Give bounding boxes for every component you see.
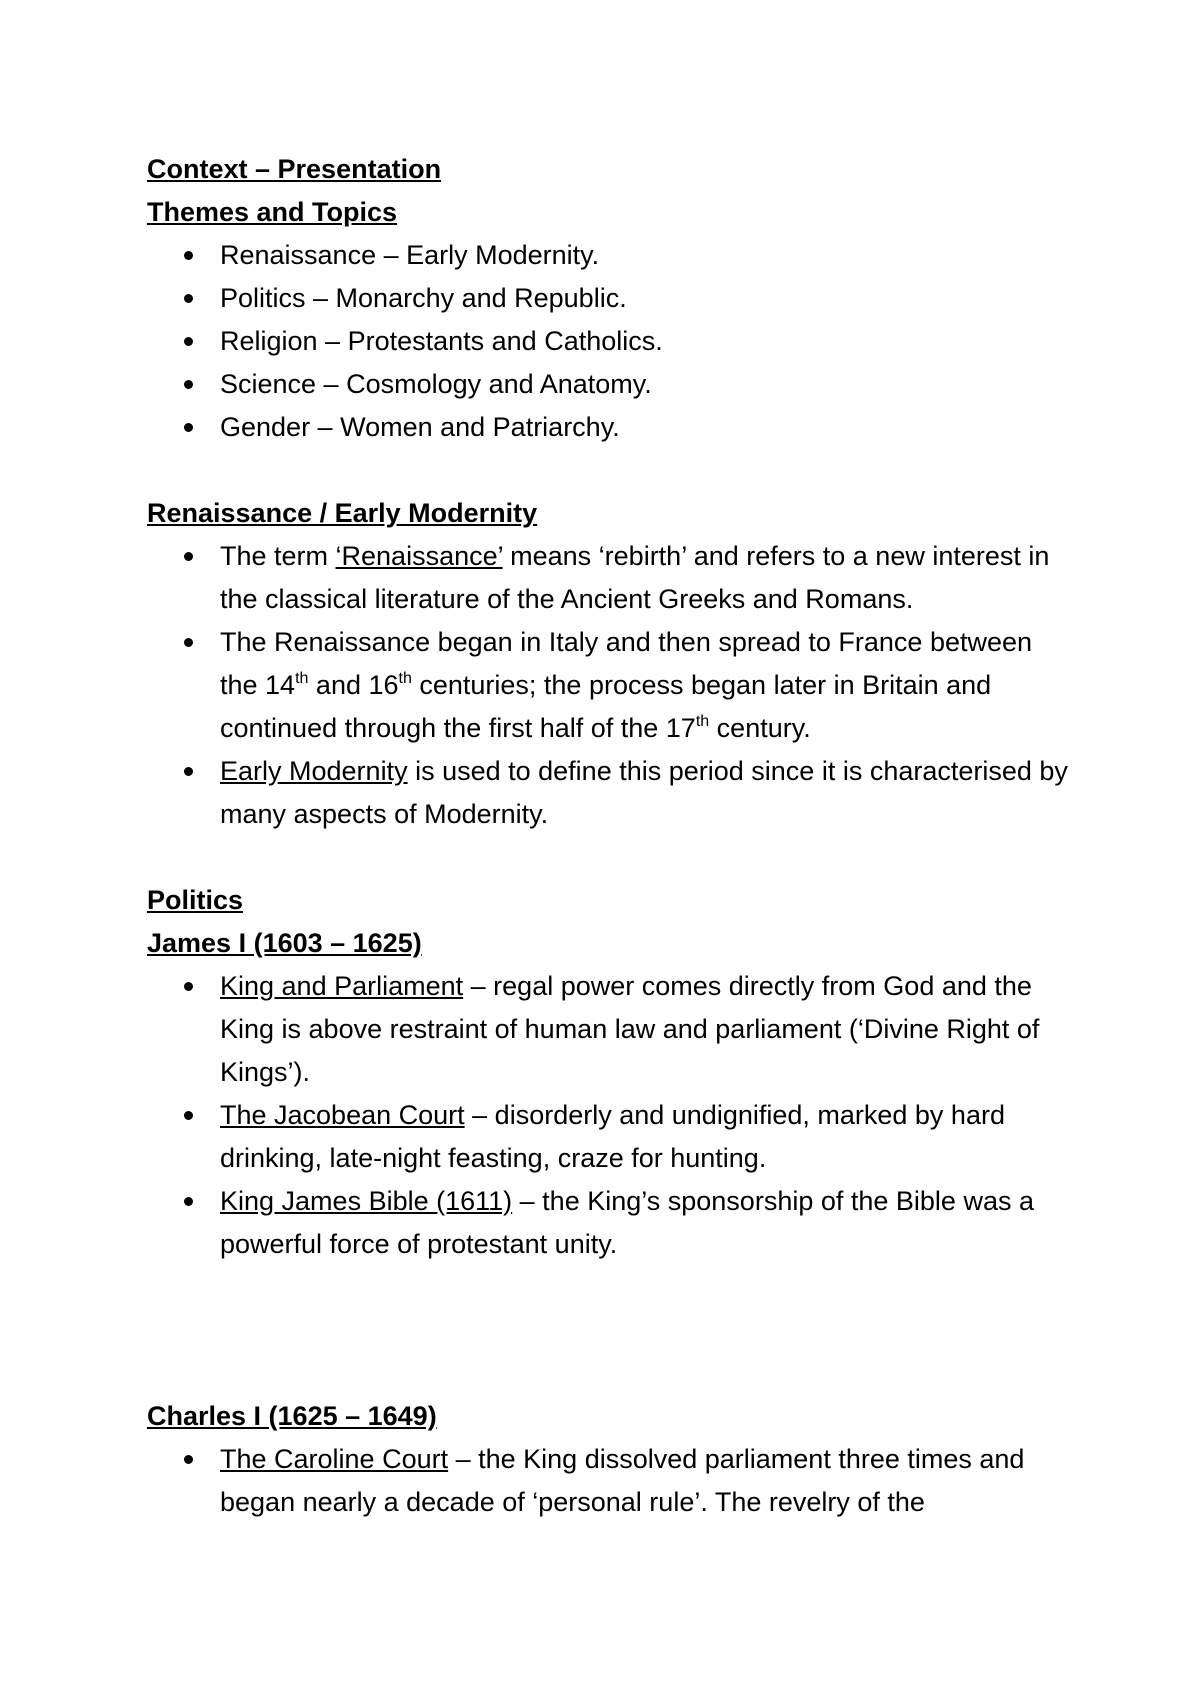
- bullet-icon: [184, 251, 193, 260]
- bullet-icon: [184, 767, 193, 776]
- list-item: The Renaissance began in Italy and then spread to France between the 14th and 16th centuries; the process began later in Britain and continued through the first half of the 17th century.: [147, 621, 1077, 750]
- list-item: Politics – Monarchy and Republic.: [147, 277, 1077, 320]
- bullet-icon: [184, 1197, 193, 1206]
- renaissance-list: [147, 535, 1077, 836]
- spacer: [147, 449, 1077, 492]
- bullet-icon: [184, 294, 193, 303]
- list-item: Gender – Women and Patriarchy.: [147, 406, 1077, 449]
- document-title: Context – Presentation: [147, 154, 442, 184]
- list-item: Renaissance – Early Modernity.: [147, 234, 1077, 277]
- list-item: The Caroline Court – the King dissolved parliament three times and began nearly a decade of ‘personal rule’. The revelry of the: [147, 1438, 1077, 1524]
- charles-list: [147, 1438, 1077, 1524]
- themes-list: [147, 234, 1077, 449]
- bullet-icon: [184, 1111, 193, 1120]
- list-item: Science – Cosmology and Anatomy.: [147, 363, 1077, 406]
- james-list: [147, 965, 1077, 1266]
- bullet-icon: [184, 638, 193, 647]
- document-content: [147, 148, 1077, 1524]
- spacer: [147, 836, 1077, 879]
- list-item: King James Bible (1611) – the King’s sponsorship of the Bible was a powerful force of protestant unity.: [147, 1180, 1077, 1266]
- list-item: King and Parliament – regal power comes directly from God and the King is above restraint of human law and parliament (‘Divine Right of Kings’).: [147, 965, 1077, 1094]
- list-item: The Jacobean Court – disorderly and undignified, marked by hard drinking, late-night feasting, craze for hunting.: [147, 1094, 1077, 1180]
- bullet-icon: [184, 423, 193, 432]
- bullet-icon: [184, 982, 193, 991]
- renaissance-heading: Renaissance / Early Modernity: [147, 498, 538, 528]
- list-item: Early Modernity is used to define this period since it is characterised by many aspects of Modernity.: [147, 750, 1077, 836]
- politics-heading: Politics: [147, 885, 244, 915]
- list-item: The term ‘Renaissance’ means ‘rebirth’ and refers to a new interest in the classical literature of the Ancient Greeks and Romans.: [147, 535, 1077, 621]
- spacer: [147, 1266, 1077, 1395]
- themes-heading: Themes and Topics: [147, 197, 398, 227]
- bullet-icon: [184, 1455, 193, 1464]
- bullet-icon: [184, 337, 193, 346]
- bullet-icon: [184, 552, 193, 561]
- charles-heading: Charles I (1625 – 1649): [147, 1401, 437, 1431]
- james-heading: James I (1603 – 1625): [147, 928, 422, 958]
- list-item: Religion – Protestants and Catholics.: [147, 320, 1077, 363]
- bullet-icon: [184, 380, 193, 389]
